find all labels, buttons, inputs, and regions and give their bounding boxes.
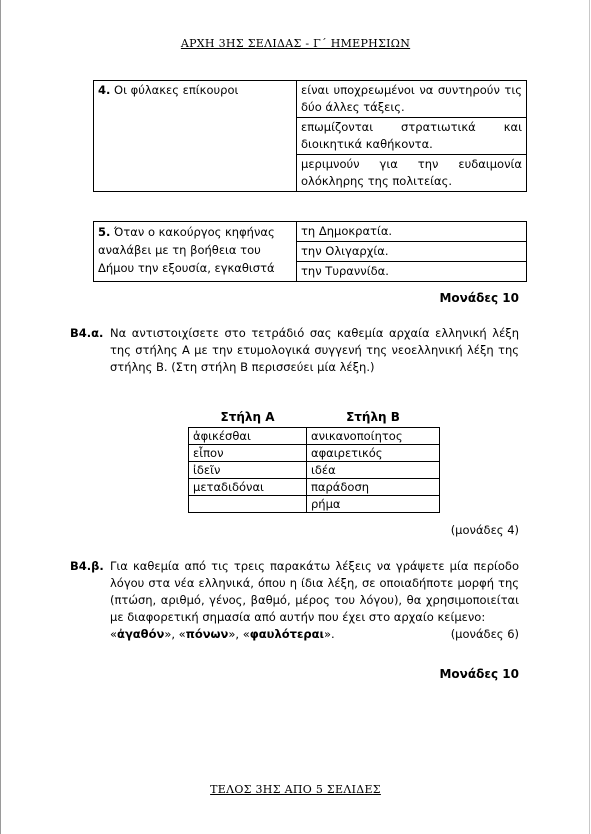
column-a-cell bbox=[189, 496, 307, 513]
quote-mark: « bbox=[110, 627, 118, 641]
column-b-cell: αφαιρετικός bbox=[307, 445, 440, 462]
question-number: 4. bbox=[98, 83, 111, 97]
table-row bbox=[189, 479, 440, 496]
table-header-row bbox=[189, 409, 440, 428]
matching-table bbox=[188, 409, 440, 513]
question-4-option-2: επωμίζονται στρατιωτικά και διοικητικά καθήκοντα. bbox=[297, 118, 527, 155]
word-2: πόνων bbox=[185, 627, 229, 641]
question-5-option-2: την Ολιγαρχία. bbox=[297, 242, 527, 262]
column-a-cell: μεταδιδόναι bbox=[189, 479, 307, 496]
column-a-cell: ἀφικέσθαι bbox=[189, 428, 307, 445]
question-number: 5. bbox=[98, 225, 111, 239]
page-header-text: ΑΡΧΗ 3ΗΣ ΣΕΛΙΔΑΣ - Γ΄ ΗΜΕΡΗΣΙΩΝ bbox=[180, 37, 411, 50]
table-row bbox=[189, 462, 440, 479]
table-row bbox=[94, 81, 527, 118]
page-border-right bbox=[589, 0, 590, 834]
table-row bbox=[189, 445, 440, 462]
table-row bbox=[189, 496, 440, 513]
page-header bbox=[0, 37, 591, 50]
points-b4b: (μονάδες 6) bbox=[450, 627, 519, 641]
separator: », « bbox=[164, 627, 186, 641]
separator: », « bbox=[228, 627, 250, 641]
question-4-option-1: είναι υποχρεωμένοι να συντηρούν τις δύο άλλες τάξεις. bbox=[297, 81, 527, 118]
question-b4b-instructions: Για καθεμία από τις τρεις παρακάτω λέξεις να γράψετε μία περίοδο λόγου στα νέα ελληνικά, όπου η ίδια λέξη, σε οποιαδήποτε μορφή της (πτώση, αριθμό, γένος, βαθμό, μέρος του λόγου), θα χρησιμοποιείται με διαφορετική σημασία από αυτήν που έχει στο αρχαίο κείμενο: bbox=[110, 559, 519, 624]
units-label-1: Μονάδες 10 bbox=[439, 291, 519, 305]
question-stem-text: Όταν ο κακούργος κηφήνας αναλάβει με τη βοήθεια του Δήμου την εξουσία, εγκαθιστά bbox=[98, 225, 275, 275]
question-5-stem bbox=[94, 222, 297, 282]
question-b4a-text: Να αντιστοιχίσετε στο τετράδιό σας καθεμία αρχαία ελληνική λέξη της στήλης Α με την ετυμολογικά συγγενή της νεοελληνική λέξη της στήλης Β. (Στη στήλη Β περισσεύει μία λέξη.) bbox=[110, 326, 519, 374]
question-4-option-3: μεριμνούν για την ευδαιμονία ολόκληρης της πολιτείας. bbox=[297, 155, 527, 192]
question-5-table bbox=[93, 221, 527, 282]
column-b-cell: παράδοση bbox=[307, 479, 440, 496]
word-list bbox=[110, 626, 335, 643]
word-3: φαυλότεραι bbox=[249, 627, 324, 641]
column-b-cell: ρήμα bbox=[307, 496, 440, 513]
question-b4b bbox=[70, 558, 519, 643]
column-b-cell: ιδέα bbox=[307, 462, 440, 479]
word-1: ἀγαθόν bbox=[117, 627, 165, 641]
page-footer bbox=[0, 783, 591, 796]
question-b4b-label: Β4.β. bbox=[70, 559, 104, 573]
question-5-option-1: τη Δημοκρατία. bbox=[297, 222, 527, 242]
page-footer-text: ΤΕΛΟΣ 3ΗΣ ΑΠΟ 5 ΣΕΛΙΔΕΣ bbox=[210, 783, 381, 796]
column-a-cell: ἰδεῖν bbox=[189, 462, 307, 479]
question-b4a bbox=[70, 325, 519, 376]
question-b4a-label: Β4.α. bbox=[70, 326, 104, 340]
page-border-left bbox=[0, 0, 1, 834]
column-b-cell: ανικανοποίητος bbox=[307, 428, 440, 445]
table-row bbox=[189, 428, 440, 445]
question-4-stem bbox=[94, 81, 297, 192]
table-row bbox=[94, 222, 527, 242]
question-5-option-3: την Τυραννίδα. bbox=[297, 262, 527, 282]
column-a-header: Στήλη Α bbox=[220, 410, 275, 424]
points-b4a: (μονάδες 4) bbox=[450, 523, 519, 537]
units-label-2: Μονάδες 10 bbox=[439, 667, 519, 681]
question-b4b-text bbox=[110, 558, 519, 643]
column-a-cell: εἶπον bbox=[189, 445, 307, 462]
question-b4b-words-line bbox=[110, 626, 519, 643]
question-stem-text: Οι φύλακες επίκουροι bbox=[110, 83, 239, 97]
column-b-header: Στήλη Β bbox=[346, 410, 400, 424]
question-4-table bbox=[93, 80, 527, 192]
quote-mark: ». bbox=[323, 627, 335, 641]
